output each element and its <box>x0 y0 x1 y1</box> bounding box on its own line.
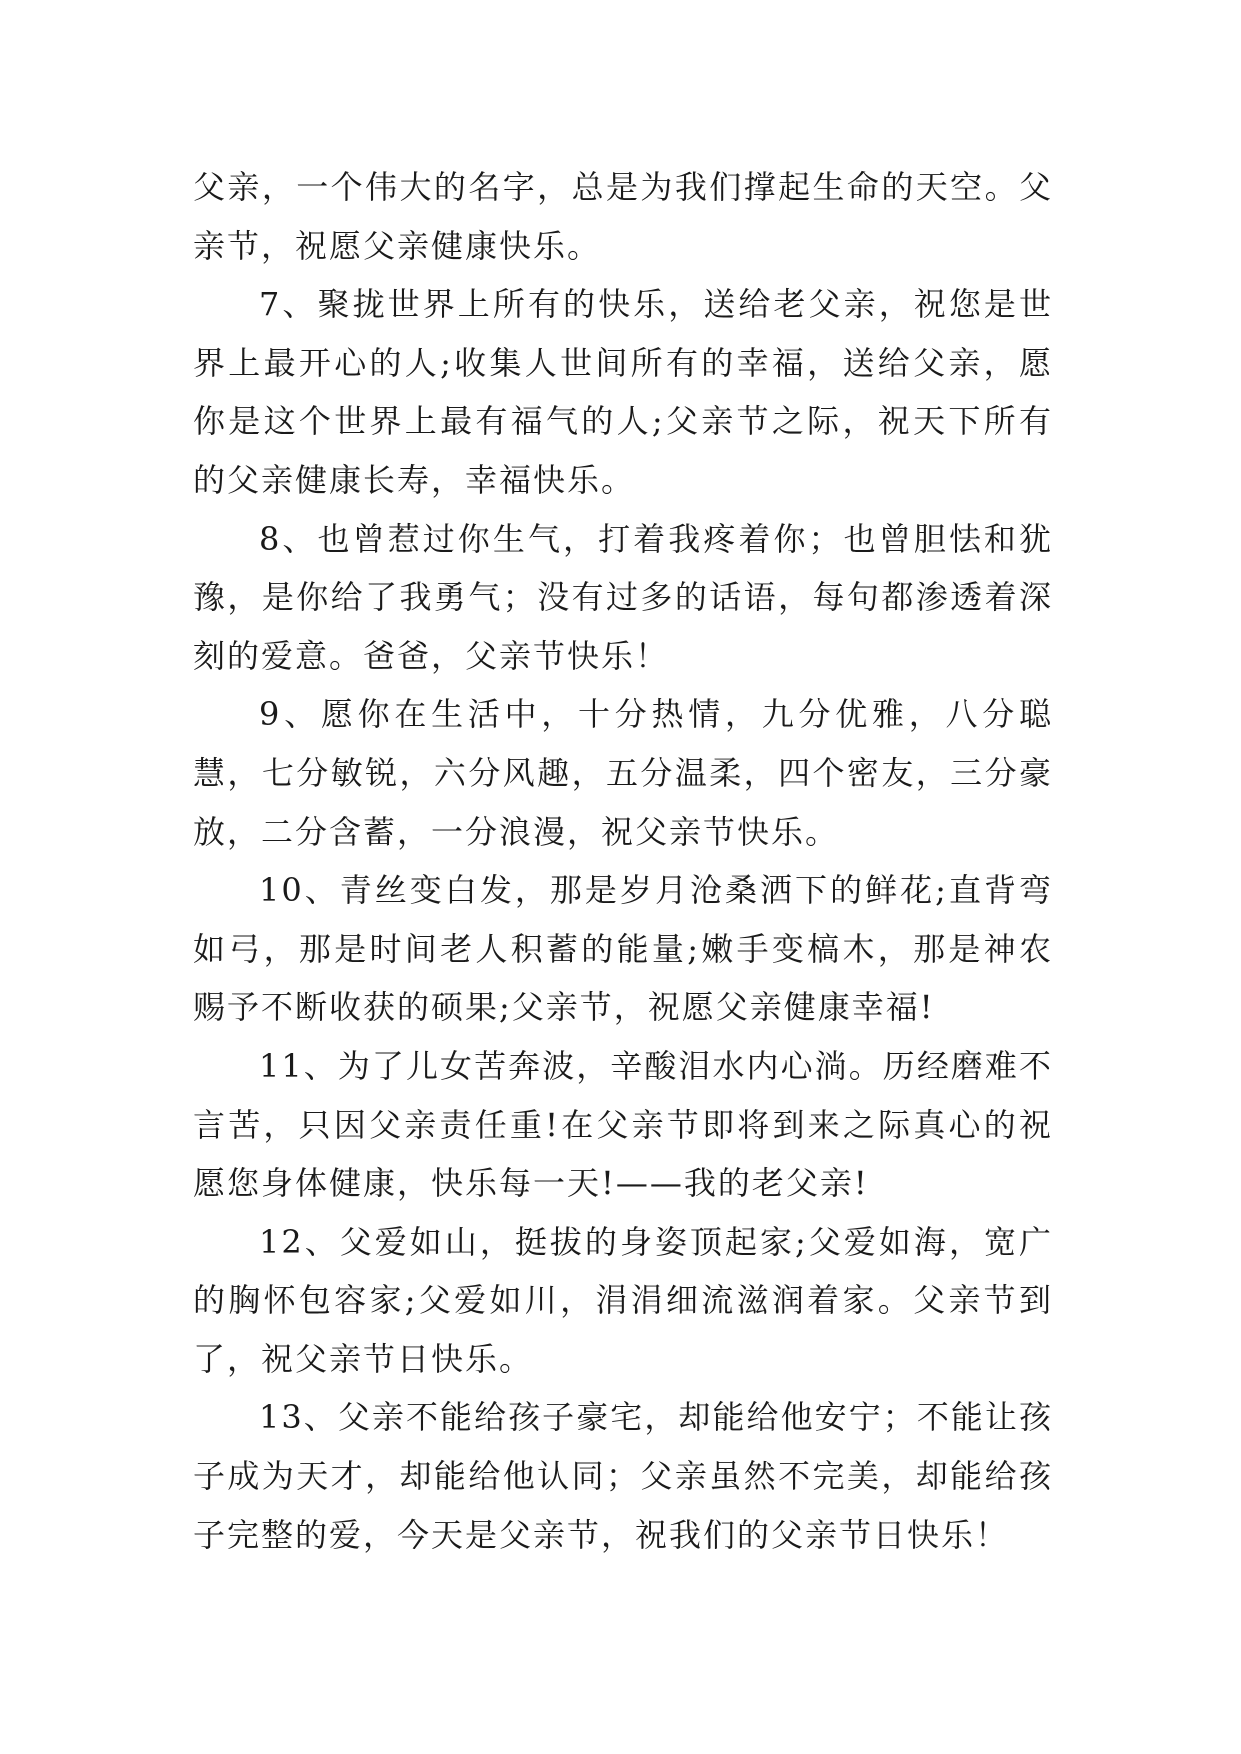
paragraph-8: 8、也曾惹过你生气，打着我疼着你；也曾胆怯和犹豫，是你给了我勇气；没有过多的话语，每句都渗透着深刻的爱意。爸爸，父亲节快乐！ <box>193 519 1053 675</box>
paragraph-12: 12、父爱如山，挺拔的身姿顶起家;父爱如海，宽广的胸怀包容家;父爱如川，涓涓细流滋润着家。父亲节到了，祝父亲节日快乐。 <box>193 1222 1053 1378</box>
paragraph-7: 7、聚拢世界上所有的快乐，送给老父亲，祝您是世界上最开心的人;收集人世间所有的幸福，送给父亲，愿你是这个世界上最有福气的人;父亲节之际，祝天下所有的父亲健康长寿，幸福快乐。 <box>193 285 1053 499</box>
paragraph-13: 13、父亲不能给孩子豪宅，却能给他安宁；不能让孩子成为天才，却能给他认同；父亲虽然不完美，却能给孩子完整的爱，今天是父亲节，祝我们的父亲节日快乐！ <box>193 1398 1053 1554</box>
document-body <box>193 158 1053 1564</box>
paragraph-intro: 父亲，一个伟大的名字，总是为我们撑起生命的天空。父亲节，祝愿父亲健康快乐。 <box>193 168 1053 265</box>
paragraph-10: 10、青丝变白发，那是岁月沧桑洒下的鲜花;直背弯如弓，那是时间老人积蓄的能量;嫩手变槁木，那是神农赐予不断收获的硕果;父亲节，祝愿父亲健康幸福! <box>193 871 1053 1027</box>
paragraph-11: 11、为了儿女苦奔波，辛酸泪水内心淌。历经磨难不言苦，只因父亲责任重!在父亲节即将到来之际真心的祝愿您身体健康，快乐每一天!——我的老父亲! <box>193 1046 1053 1203</box>
paragraph-9: 9、愿你在生活中，十分热情，九分优雅，八分聪慧，七分敏锐，六分风趣，五分温柔，四个密友，三分豪放，二分含蓄，一分浪漫，祝父亲节快乐。 <box>193 695 1053 851</box>
